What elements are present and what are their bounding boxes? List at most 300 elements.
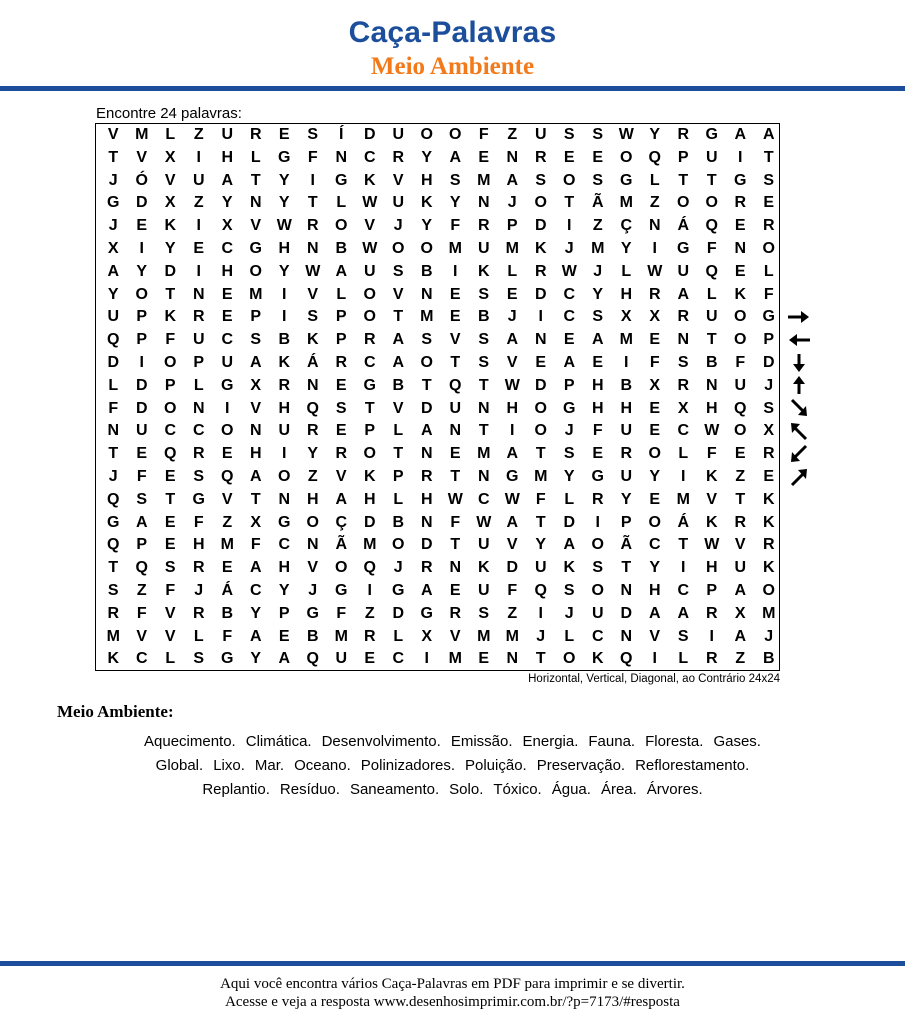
grid-cell[interactable]: H [705,559,718,577]
grid-cell[interactable]: G [221,650,234,668]
grid-cell[interactable]: V [734,536,746,554]
grid-cell[interactable]: W [447,490,463,508]
grid-cell[interactable]: H [221,148,234,166]
grid-cell[interactable]: I [424,650,429,668]
grid-cell[interactable]: N [620,582,633,599]
grid-cell[interactable]: R [620,445,633,463]
grid-cell[interactable]: G [363,376,376,394]
grid-cell[interactable]: N [477,399,490,417]
grid-cell[interactable]: S [478,354,490,371]
grid-cell[interactable]: O [392,536,405,554]
grid-cell[interactable]: Y [649,559,661,577]
grid-cell[interactable]: A [392,331,405,349]
grid-cell[interactable]: T [478,376,489,394]
grid-cell[interactable]: E [449,308,461,326]
grid-cell[interactable]: E [164,468,176,485]
grid-cell[interactable]: P [335,308,347,326]
grid-cell[interactable]: D [392,604,405,622]
grid-cell[interactable]: T [450,468,461,485]
grid-cell[interactable]: O [420,126,433,143]
grid-cell[interactable]: K [705,468,718,485]
grid-cell[interactable]: Y [136,262,148,280]
grid-cell[interactable]: O [249,262,262,280]
grid-cell[interactable]: C [135,650,148,668]
grid-cell[interactable]: K [762,513,775,531]
grid-cell[interactable]: S [535,171,547,189]
grid-cell[interactable]: M [591,240,605,257]
grid-cell[interactable]: G [335,582,348,599]
grid-cell[interactable]: V [392,399,404,417]
grid-cell[interactable]: X [649,308,661,326]
grid-cell[interactable]: B [420,262,433,280]
grid-cell[interactable]: T [364,399,375,417]
grid-cell[interactable]: L [564,627,575,645]
grid-cell[interactable]: G [249,240,262,257]
grid-cell[interactable]: S [193,468,205,485]
grid-cell[interactable]: A [278,650,291,668]
grid-cell[interactable]: G [192,490,205,508]
grid-cell[interactable]: W [362,194,378,212]
grid-cell[interactable]: J [564,422,574,440]
grid-cell[interactable]: B [477,308,490,326]
grid-cell[interactable]: Q [107,331,120,349]
grid-cell[interactable]: Y [649,126,661,143]
grid-cell[interactable]: K [363,171,376,189]
grid-cell[interactable]: N [477,468,490,485]
grid-cell[interactable]: E [278,126,290,143]
grid-cell[interactable]: Q [164,445,177,463]
grid-cell[interactable]: Y [421,217,433,235]
grid-cell[interactable]: S [421,331,433,349]
grid-cell[interactable]: U [477,240,490,257]
grid-cell[interactable]: X [221,217,233,235]
grid-cell[interactable]: E [734,217,746,235]
grid-cell[interactable]: E [592,354,604,371]
grid-cell[interactable]: S [478,285,490,303]
grid-cell[interactable]: U [221,126,234,143]
grid-cell[interactable]: R [477,217,490,235]
grid-cell[interactable]: Y [307,445,319,463]
grid-cell[interactable]: I [595,513,600,531]
grid-cell[interactable]: E [478,650,490,668]
grid-cell[interactable]: S [449,171,461,189]
grid-cell[interactable]: N [306,536,319,554]
grid-cell[interactable]: L [393,422,404,440]
grid-cell[interactable]: N [249,194,262,212]
grid-cell[interactable]: S [677,627,689,645]
grid-cell[interactable]: L [507,262,518,280]
grid-cell[interactable]: A [221,171,234,189]
grid-cell[interactable]: Ç [335,513,348,531]
grid-cell[interactable]: T [678,536,689,554]
grid-cell[interactable]: N [278,490,291,508]
grid-cell[interactable]: V [250,399,262,417]
grid-cell[interactable]: A [506,331,519,349]
grid-cell[interactable]: V [307,559,319,577]
grid-cell[interactable]: M [619,331,633,349]
grid-cell[interactable]: S [592,171,604,189]
grid-cell[interactable]: H [648,582,661,599]
grid-cell[interactable]: G [591,468,604,485]
grid-cell[interactable]: J [393,559,403,577]
grid-cell[interactable]: H [591,399,604,417]
grid-cell[interactable]: Y [535,536,547,554]
grid-cell[interactable]: U [705,148,718,166]
grid-cell[interactable]: I [453,262,458,280]
grid-cell[interactable]: T [165,285,176,303]
grid-cell[interactable]: F [706,445,717,463]
grid-cell[interactable]: O [734,422,747,440]
grid-cell[interactable]: A [591,331,604,349]
grid-cell[interactable]: T [108,445,119,463]
grid-cell[interactable]: T [393,445,404,463]
grid-cell[interactable]: A [420,422,433,440]
grid-cell[interactable]: N [420,513,433,531]
grid-cell[interactable]: J [593,262,603,280]
grid-cell[interactable]: C [363,148,376,166]
grid-cell[interactable]: E [335,422,347,440]
grid-cell[interactable]: I [139,240,144,257]
grid-cell[interactable]: T [250,490,261,508]
grid-cell[interactable]: Y [221,194,233,212]
grid-cell[interactable]: X [250,376,262,394]
grid-cell[interactable]: A [249,468,262,485]
grid-cell[interactable]: A [420,582,433,599]
grid-cell[interactable]: F [649,354,660,371]
grid-cell[interactable]: F [763,285,774,303]
grid-cell[interactable]: A [563,536,576,554]
grid-cell[interactable]: A [392,354,405,371]
grid-cell[interactable]: Z [735,468,746,485]
grid-cell[interactable]: X [734,604,746,622]
grid-cell[interactable]: B [762,650,775,668]
grid-cell[interactable]: Ã [591,194,604,212]
grid-cell[interactable]: Z [222,513,233,531]
grid-cell[interactable]: T [535,650,546,668]
grid-cell[interactable]: N [192,285,205,303]
grid-cell[interactable]: F [706,240,717,257]
grid-cell[interactable]: I [624,354,629,371]
grid-cell[interactable]: G [107,194,120,212]
grid-cell[interactable]: R [363,627,376,645]
grid-cell[interactable]: Q [306,399,319,417]
grid-cell[interactable]: S [107,582,119,599]
grid-cell[interactable]: U [705,308,718,326]
grid-cell[interactable]: A [249,559,262,577]
grid-cell[interactable]: X [677,399,689,417]
grid-cell[interactable]: C [221,240,234,257]
grid-cell[interactable]: A [563,354,576,371]
grid-cell[interactable]: L [336,194,347,212]
grid-cell[interactable]: A [506,513,519,531]
grid-cell[interactable]: V [506,536,518,554]
grid-cell[interactable]: D [620,604,633,622]
grid-cell[interactable]: M [249,285,263,303]
grid-cell[interactable]: I [196,217,201,235]
grid-cell[interactable]: R [734,194,747,212]
grid-cell[interactable]: Á [677,217,690,235]
grid-cell[interactable]: H [221,262,234,280]
grid-cell[interactable]: T [706,171,717,189]
grid-cell[interactable]: J [764,627,774,645]
grid-cell[interactable]: O [221,422,234,440]
grid-cell[interactable]: T [535,513,546,531]
grid-cell[interactable]: E [193,240,205,257]
grid-cell[interactable]: D [135,399,148,417]
grid-cell[interactable]: H [591,376,604,394]
grid-cell[interactable]: Í [339,126,344,143]
grid-cell[interactable]: E [592,148,604,166]
grid-cell[interactable]: F [307,148,318,166]
grid-cell[interactable]: R [107,604,120,622]
grid-cell[interactable]: R [306,217,319,235]
grid-cell[interactable]: Z [136,582,147,599]
grid-cell[interactable]: C [563,285,576,303]
grid-cell[interactable]: K [705,513,718,531]
grid-cell[interactable]: C [192,422,205,440]
grid-cell[interactable]: V [164,627,176,645]
grid-cell[interactable]: D [762,354,775,371]
grid-cell[interactable]: S [307,126,319,143]
grid-cell[interactable]: Q [107,536,120,554]
grid-cell[interactable]: J [108,217,118,235]
grid-cell[interactable]: P [136,331,148,349]
grid-cell[interactable]: E [221,285,233,303]
grid-cell[interactable]: T [763,148,774,166]
grid-cell[interactable]: E [136,217,148,235]
grid-cell[interactable]: U [192,171,205,189]
grid-cell[interactable]: K [762,559,775,577]
grid-cell[interactable]: L [165,126,176,143]
grid-cell[interactable]: W [504,490,520,508]
grid-cell[interactable]: O [734,331,747,349]
grid-cell[interactable]: U [363,262,376,280]
grid-cell[interactable]: S [478,604,490,622]
grid-cell[interactable]: E [449,445,461,463]
grid-cell[interactable]: K [477,559,490,577]
grid-cell[interactable]: H [420,171,433,189]
grid-cell[interactable]: O [591,536,604,554]
grid-cell[interactable]: S [307,308,319,326]
grid-cell[interactable]: X [164,194,176,212]
grid-cell[interactable]: P [335,331,347,349]
grid-cell[interactable]: X [421,627,433,645]
grid-cell[interactable]: Ã [620,536,633,554]
grid-cell[interactable]: K [762,490,775,508]
grid-cell[interactable]: I [681,468,686,485]
grid-cell[interactable]: R [392,148,405,166]
grid-cell[interactable]: N [506,148,519,166]
grid-cell[interactable]: K [734,285,747,303]
grid-cell[interactable]: M [505,240,519,257]
grid-cell[interactable]: B [278,331,291,349]
grid-cell[interactable]: O [306,513,319,531]
grid-cell[interactable]: R [335,445,348,463]
grid-cell[interactable]: N [420,285,433,303]
grid-cell[interactable]: E [164,536,176,554]
grid-cell[interactable]: U [392,194,405,212]
grid-cell[interactable]: M [477,445,491,463]
grid-cell[interactable]: F [478,126,489,143]
grid-cell[interactable]: M [762,604,776,622]
grid-cell[interactable]: A [249,627,262,645]
grid-cell[interactable]: T [706,331,717,349]
grid-cell[interactable]: E [221,445,233,463]
grid-cell[interactable]: L [165,650,176,668]
grid-cell[interactable]: E [734,445,746,463]
grid-cell[interactable]: T [678,171,689,189]
grid-cell[interactable]: S [677,354,689,371]
grid-cell[interactable]: S [335,399,347,417]
grid-cell[interactable]: H [620,399,633,417]
grid-cell[interactable]: T [393,308,404,326]
grid-cell[interactable]: P [392,468,404,485]
grid-cell[interactable]: W [276,217,292,235]
grid-cell[interactable]: V [250,217,262,235]
grid-cell[interactable]: V [706,490,718,508]
grid-cell[interactable]: H [192,536,205,554]
grid-cell[interactable]: R [534,262,547,280]
grid-cell[interactable]: E [449,285,461,303]
grid-cell[interactable]: V [164,604,176,622]
grid-cell[interactable]: V [449,331,461,349]
grid-cell[interactable]: Á [677,513,690,531]
grid-cell[interactable]: U [734,376,747,394]
grid-cell[interactable]: B [221,604,234,622]
grid-cell[interactable]: M [448,240,462,257]
grid-cell[interactable]: P [193,354,205,371]
grid-cell[interactable]: O [164,399,177,417]
grid-cell[interactable]: Q [648,148,661,166]
grid-cell[interactable]: U [591,604,604,622]
grid-cell[interactable]: R [677,376,690,394]
grid-cell[interactable]: S [563,582,575,599]
grid-cell[interactable]: M [477,171,491,189]
grid-cell[interactable]: N [734,240,747,257]
grid-cell[interactable]: A [335,262,348,280]
grid-cell[interactable]: F [222,627,233,645]
grid-cell[interactable]: F [450,513,461,531]
grid-cell[interactable]: U [278,422,291,440]
grid-cell[interactable]: U [449,399,462,417]
grid-cell[interactable]: L [336,285,347,303]
grid-cell[interactable]: A [734,582,747,599]
grid-cell[interactable]: P [278,604,290,622]
grid-cell[interactable]: L [706,285,717,303]
grid-cell[interactable]: E [221,559,233,577]
grid-cell[interactable]: E [164,513,176,531]
grid-cell[interactable]: U [221,354,234,371]
grid-cell[interactable]: R [677,308,690,326]
grid-cell[interactable]: S [563,445,575,463]
grid-cell[interactable]: N [192,399,205,417]
grid-cell[interactable]: A [107,262,120,280]
grid-cell[interactable]: U [477,536,490,554]
grid-cell[interactable]: Z [507,604,518,622]
grid-cell[interactable]: L [108,376,119,394]
grid-cell[interactable]: B [392,376,405,394]
grid-cell[interactable]: Z [649,194,660,212]
grid-cell[interactable]: A [135,513,148,531]
grid-cell[interactable]: X [620,308,632,326]
grid-cell[interactable]: I [282,285,287,303]
grid-cell[interactable]: A [449,148,462,166]
grid-cell[interactable]: D [107,354,120,371]
grid-cell[interactable]: I [282,308,287,326]
grid-cell[interactable]: R [534,148,547,166]
grid-cell[interactable]: Z [193,194,204,212]
grid-cell[interactable]: O [534,399,547,417]
grid-cell[interactable]: A [677,604,690,622]
grid-cell[interactable]: V [307,285,319,303]
grid-cell[interactable]: S [763,171,775,189]
grid-cell[interactable]: W [647,262,663,280]
grid-cell[interactable]: G [734,171,747,189]
grid-cell[interactable]: L [678,650,689,668]
grid-cell[interactable]: G [620,171,633,189]
grid-cell[interactable]: E [535,354,547,371]
grid-cell[interactable]: R [192,308,205,326]
grid-cell[interactable]: M [676,490,690,508]
grid-cell[interactable]: O [620,148,633,166]
grid-cell[interactable]: Ç [620,217,633,235]
grid-cell[interactable]: N [420,445,433,463]
grid-cell[interactable]: K [534,240,547,257]
grid-cell[interactable]: J [536,627,546,645]
grid-cell[interactable]: Z [592,217,603,235]
grid-cell[interactable]: V [136,148,148,166]
grid-cell[interactable]: T [307,194,318,212]
grid-cell[interactable]: P [706,582,718,599]
grid-cell[interactable]: Z [364,604,375,622]
grid-cell[interactable]: K [591,650,604,668]
grid-cell[interactable]: Y [278,582,290,599]
grid-cell[interactable]: V [449,627,461,645]
grid-cell[interactable]: Ó [135,171,148,189]
grid-cell[interactable]: J [108,171,118,189]
grid-cell[interactable]: G [705,126,718,143]
grid-cell[interactable]: V [335,468,347,485]
grid-cell[interactable]: E [649,490,661,508]
grid-cell[interactable]: O [734,308,747,326]
grid-cell[interactable]: H [363,490,376,508]
grid-cell[interactable]: E [136,445,148,463]
word-search-grid[interactable] [95,123,780,671]
grid-cell[interactable]: O [534,194,547,212]
grid-cell[interactable]: O [335,217,348,235]
grid-cell[interactable]: I [510,422,515,440]
grid-cell[interactable]: R [677,126,690,143]
grid-cell[interactable]: V [107,126,119,143]
grid-cell[interactable]: Y [250,604,262,622]
grid-cell[interactable]: E [478,148,490,166]
grid-cell[interactable]: R [705,604,718,622]
grid-cell[interactable]: A [335,490,348,508]
grid-cell[interactable]: D [534,217,547,235]
grid-cell[interactable]: K [278,354,291,371]
grid-cell[interactable]: W [362,240,378,257]
grid-cell[interactable]: H [420,490,433,508]
grid-cell[interactable]: C [164,422,177,440]
grid-cell[interactable]: N [335,148,348,166]
grid-cell[interactable]: Q [534,582,547,599]
grid-cell[interactable]: F [165,582,176,599]
grid-cell[interactable]: I [139,354,144,371]
grid-cell[interactable]: F [136,468,147,485]
grid-cell[interactable]: H [705,399,718,417]
grid-cell[interactable]: G [221,376,234,394]
grid-cell[interactable]: B [392,513,405,531]
